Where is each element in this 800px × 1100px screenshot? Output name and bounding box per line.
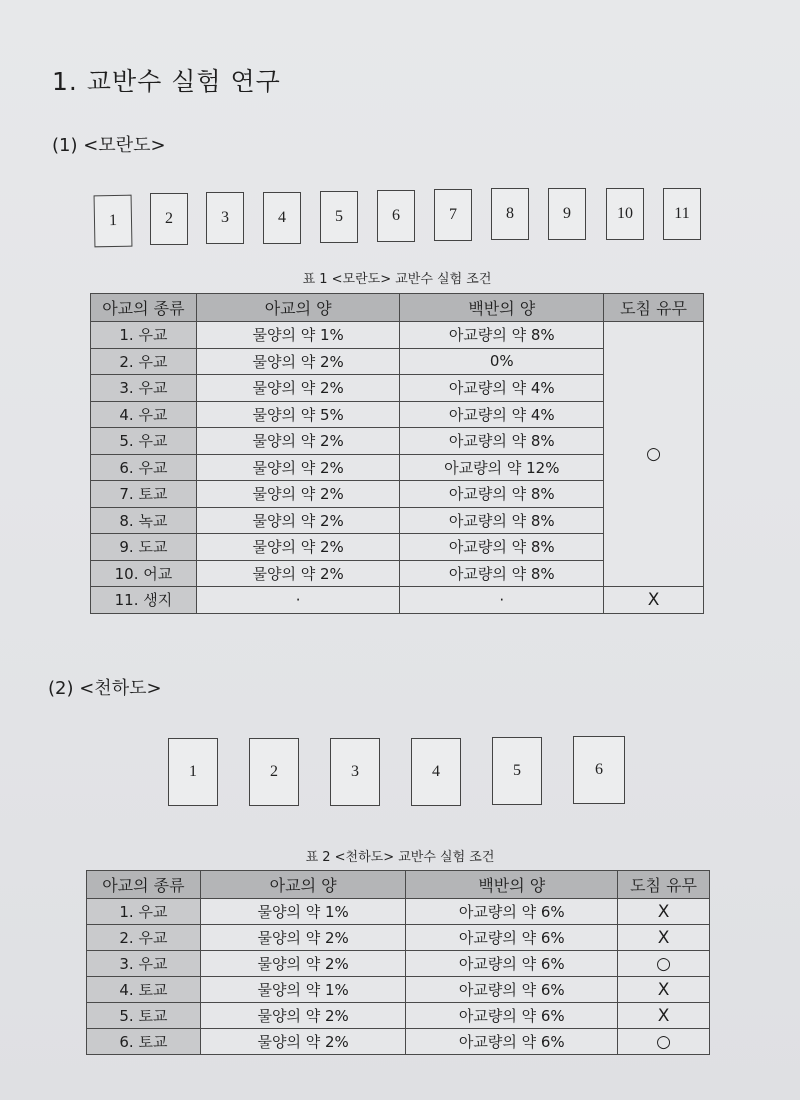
alum-amount-cell: 아교량의 약 8% xyxy=(400,428,604,455)
table-row xyxy=(87,925,710,951)
dochim-merged-cell: ○ xyxy=(604,322,704,587)
glue-amount-cell: 물양의 약 2% xyxy=(196,481,400,508)
dochim-cell: ○ xyxy=(618,1029,710,1055)
glue-amount-cell: 물양의 약 2% xyxy=(196,375,400,402)
section1-title: (1) <모란도> xyxy=(52,135,166,156)
column-header: 아교의 종류 xyxy=(91,294,197,322)
column-header: 도침 유무 xyxy=(604,294,704,322)
sample-box: 5 xyxy=(320,191,358,243)
glue-kind-cell: 4. 우교 xyxy=(91,401,197,428)
dochim-cell: ○ xyxy=(618,951,710,977)
dochim-cell: X xyxy=(604,587,704,614)
alum-amount-cell: 아교량의 약 6% xyxy=(406,977,618,1003)
table1-caption: 표 1 <모란도> 교반수 실험 조건 xyxy=(302,272,492,287)
glue-amount-cell: 물양의 약 1% xyxy=(200,977,406,1003)
sample-box: 2 xyxy=(150,193,188,245)
glue-amount-cell: 물양의 약 2% xyxy=(196,507,400,534)
glue-amount-cell: 물양의 약 2% xyxy=(200,925,406,951)
glue-kind-cell: 8. 녹교 xyxy=(91,507,197,534)
column-header: 아교의 양 xyxy=(200,871,406,899)
sample-box: 3 xyxy=(206,192,244,244)
glue-kind-cell: 5. 우교 xyxy=(91,428,197,455)
alum-amount-cell: 아교량의 약 6% xyxy=(406,925,618,951)
table2 xyxy=(86,870,710,1055)
sample-box: 4 xyxy=(411,738,461,806)
glue-kind-cell: 3. 우교 xyxy=(91,375,197,402)
sample-box: 4 xyxy=(263,192,301,244)
glue-amount-cell: 물양의 약 1% xyxy=(196,322,400,349)
sample-box: 7 xyxy=(434,189,472,241)
alum-amount-cell: · xyxy=(400,587,604,614)
glue-amount-cell: 물양의 약 2% xyxy=(196,348,400,375)
sample-box: 11 xyxy=(663,188,701,240)
table-row xyxy=(91,587,704,614)
table-row xyxy=(87,1029,710,1055)
alum-amount-cell: 아교량의 약 4% xyxy=(400,401,604,428)
column-header: 백반의 양 xyxy=(406,871,618,899)
sample-box: 6 xyxy=(377,190,415,242)
alum-amount-cell: 아교량의 약 6% xyxy=(406,1003,618,1029)
column-header: 아교의 양 xyxy=(196,294,400,322)
dochim-cell: X xyxy=(618,899,710,925)
sample-box: 5 xyxy=(492,737,542,805)
alum-amount-cell: 0% xyxy=(400,348,604,375)
glue-kind-cell: 4. 토교 xyxy=(87,977,201,1003)
glue-amount-cell: 물양의 약 2% xyxy=(200,1003,406,1029)
glue-amount-cell: 물양의 약 2% xyxy=(196,534,400,561)
section2-title: (2) <천하도> xyxy=(48,678,162,699)
glue-kind-cell: 11. 생지 xyxy=(91,587,197,614)
glue-kind-cell: 1. 우교 xyxy=(91,322,197,349)
table-header-row xyxy=(87,871,710,899)
glue-amount-cell: 물양의 약 5% xyxy=(196,401,400,428)
table-row xyxy=(91,322,704,349)
dochim-cell: X xyxy=(618,925,710,951)
table-header-row xyxy=(91,294,704,322)
table-row xyxy=(87,977,710,1003)
glue-kind-cell: 7. 토교 xyxy=(91,481,197,508)
column-header: 아교의 종류 xyxy=(87,871,201,899)
alum-amount-cell: 아교량의 약 8% xyxy=(400,507,604,534)
sample-box: 1 xyxy=(168,738,218,806)
dochim-cell: X xyxy=(618,977,710,1003)
glue-kind-cell: 2. 우교 xyxy=(87,925,201,951)
alum-amount-cell: 아교량의 약 4% xyxy=(400,375,604,402)
sample-box: 3 xyxy=(330,738,380,806)
glue-kind-cell: 1. 우교 xyxy=(87,899,201,925)
glue-kind-cell: 9. 도교 xyxy=(91,534,197,561)
table-row xyxy=(87,1003,710,1029)
page-heading: 1. 교반수 실험 연구 xyxy=(52,67,281,96)
glue-kind-cell: 6. 토교 xyxy=(87,1029,201,1055)
sample-box: 1 xyxy=(94,195,133,248)
glue-amount-cell: 물양의 약 2% xyxy=(200,951,406,977)
glue-kind-cell: 2. 우교 xyxy=(91,348,197,375)
glue-kind-cell: 6. 우교 xyxy=(91,454,197,481)
table-row xyxy=(87,899,710,925)
sample-box: 8 xyxy=(491,188,529,240)
alum-amount-cell: 아교량의 약 12% xyxy=(400,454,604,481)
alum-amount-cell: 아교량의 약 8% xyxy=(400,481,604,508)
glue-amount-cell: · xyxy=(196,587,400,614)
dochim-cell: X xyxy=(618,1003,710,1029)
sample-box: 2 xyxy=(249,738,299,806)
column-header: 백반의 양 xyxy=(400,294,604,322)
table2-caption: 표 2 <천하도> 교반수 실험 조건 xyxy=(305,850,495,865)
sample-box: 10 xyxy=(606,188,644,240)
alum-amount-cell: 아교량의 약 6% xyxy=(406,899,618,925)
alum-amount-cell: 아교량의 약 6% xyxy=(406,951,618,977)
glue-amount-cell: 물양의 약 2% xyxy=(196,454,400,481)
alum-amount-cell: 아교량의 약 8% xyxy=(400,322,604,349)
sample-box: 9 xyxy=(548,188,586,240)
column-header: 도침 유무 xyxy=(618,871,710,899)
glue-kind-cell: 3. 우교 xyxy=(87,951,201,977)
glue-amount-cell: 물양의 약 2% xyxy=(196,560,400,587)
sample-box: 6 xyxy=(573,736,625,804)
glue-amount-cell: 물양의 약 1% xyxy=(200,899,406,925)
glue-amount-cell: 물양의 약 2% xyxy=(196,428,400,455)
table1 xyxy=(90,293,704,614)
alum-amount-cell: 아교량의 약 8% xyxy=(400,560,604,587)
alum-amount-cell: 아교량의 약 8% xyxy=(400,534,604,561)
glue-kind-cell: 10. 어교 xyxy=(91,560,197,587)
glue-kind-cell: 5. 토교 xyxy=(87,1003,201,1029)
table-row xyxy=(87,951,710,977)
alum-amount-cell: 아교량의 약 6% xyxy=(406,1029,618,1055)
glue-amount-cell: 물양의 약 2% xyxy=(200,1029,406,1055)
